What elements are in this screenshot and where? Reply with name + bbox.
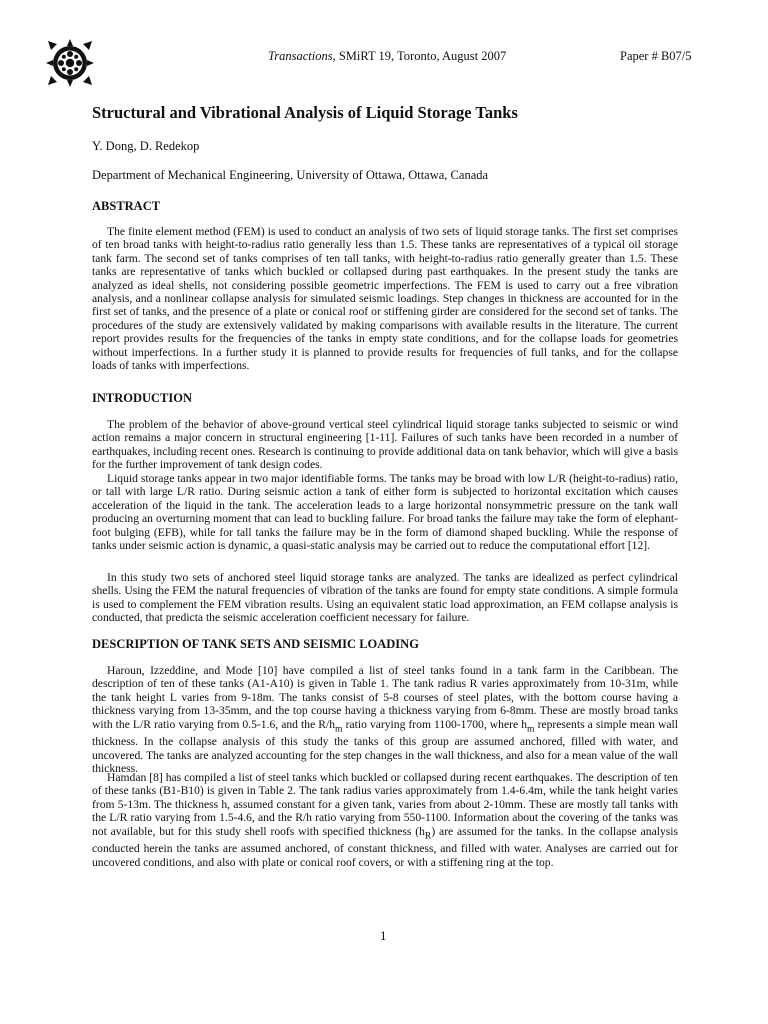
description-heading: DESCRIPTION OF TANK SETS AND SEISMIC LOADING (92, 637, 419, 651)
abstract-paragraph: The finite element method (FEM) is used to conduct an analysis of two sets of liquid storage tanks. The first set comprises of ten broad tanks with height-to-radius ratio generally less than 1.5. These tanks are representatives of a typical oil storage tank farm. The second set of tanks comprises of ten tall tanks, with height-to-radius ratio generally greater than 1.5. These tanks are representative of tanks which buckled or collapsed during past earthquakes. In the present study the tanks are analyzed as ideal shells, not considering possible geometric imperfections. The FEM is used to carry out a free vibration analysis, and a nonlinear collapse analysis for simulated seismic loadings. Step changes in thickness are accounted for in the first set of tanks, and the presence of a plate or conical roof or stiffening girder are considered for the second set of tanks. The procedures of the study are extensively validated by making comparisons with available results in the literature. The current report provides results for the frequencies of the tanks in empty state conditions, and for the collapse loads for geometries without imperfections. In a further study it is planned to provide results for frequencies of full tanks, and for the collapse loads of tanks with imperfections. (92, 225, 678, 373)
smirt-emblem-icon (46, 39, 94, 87)
running-header (268, 49, 506, 64)
paper-authors: Y. Dong, D. Redekop (92, 139, 200, 153)
introduction-paragraph: Liquid storage tanks appear in two major identifiable forms. The tanks may be broad with low L/R (height-to-radius) ratio, or tall with large L/R ratio. During seismic action a tank of either form is subjected to horizontal excitation which causes acceleration of the liquid in the tank. The acceleration leads to a large horizontal nonsymmetric pressure on the tank wall producing an overturning moment that can lead to buckling failure. For broad tanks the failure may take the form of elephant-foot bulging (EFB), while for tall tanks the failure may be in the form of diamond shaped buckling. While the response of tanks under seismic action is dynamic, a quasi-static analysis may be carried out to reduce the computational effort [12]. (92, 472, 678, 553)
introduction-paragraph: In this study two sets of anchored steel liquid storage tanks are analyzed. The tanks are idealized as perfect cylindrical shells. Using the FEM the natural frequencies of vibration of the tanks are found for empty state conditions. A simple formula is used to complement the FEM vibration results. Using an equivalent static load approximation, an FEM collapse analysis is conducted, that predicta the seismic acceleration coefficient necessary for failure. (92, 571, 678, 625)
page-number: 1 (380, 928, 387, 943)
publication-name: Transactions, (268, 49, 336, 63)
introduction-paragraph: The problem of the behavior of above-ground vertical steel cylindrical liquid storage tanks subjected to seismic or wind action remains a major concern in structural engineering [1-11]. Failures of such tanks have been recorded in a number of earthquakes, including recent ones. Research is continuing to provide additional data on tank behavior, which will give a basis for the further improvement of tank design codes. (92, 418, 678, 472)
abstract-heading: ABSTRACT (92, 199, 161, 213)
description-paragraph: Hamdan [8] has compiled a list of steel tanks which buckled or collapsed during recent earthquakes. The description of ten of these tanks (B1-B10) is given in Table 2. The tank radius varies approximately from 1.4-6.4m, while the tank height varies from 5-13m. The thickness h, assumed constant for a given tank, varies from about 2-10mm. These are mostly tall tanks with the L/R ratio varying from 1.5-4.6, and the R/h ratio varying from 550-1100. Information about the covering of the tanks was not available, but for this study shell roofs with specified thickness $(h_R)$ are assumed for the tanks. In the collapse analysis conducted herein the tanks are assumed anchored, of constant thickness, and filled with water. Analyses are carried out for uncovered conditions, and also with plate or conical roof covers, or with a stiffening ring at the top. (92, 771, 678, 869)
conference-name: SMiRT 19, Toronto, August 2007 (335, 49, 507, 63)
author-affiliation: Department of Mechanical Engineering, University of Ottawa, Ottawa, Canada (92, 168, 489, 182)
description-paragraph: Haroun, Izzeddine, and Mode [10] have compiled a list of steel tanks found in a tank farm in the Caribbean. The description of ten of these tanks (A1-A10) is given in Table 1. The tank radius R varies approximately from 10-31m, while the tank height L varies from 9-18m. The tanks consist of 5-8 courses of steel plates, with the bottom course having a thickness varying from 13-35mm, and the top course having a thickness varying from 6-8mm. These are mostly broad tanks with the L/R ratio varying from 0.5-1.6, and the $R/h_m$ ratio varying from 1100-1700, where $h_m$ represents a simple mean wall thickness. In the collapse analysis of this study the tanks of this group are assumed anchored, filled with water, and uncovered. The tanks are analyzed accounting for the step changes in the wall thickness, and also for a mean value of the wall thickness. (92, 664, 678, 776)
paper-title: Structural and Vibrational Analysis of Liquid Storage Tanks (92, 103, 518, 122)
paper-id: Paper # B07/5 (620, 49, 692, 63)
introduction-heading: INTRODUCTION (92, 391, 193, 405)
